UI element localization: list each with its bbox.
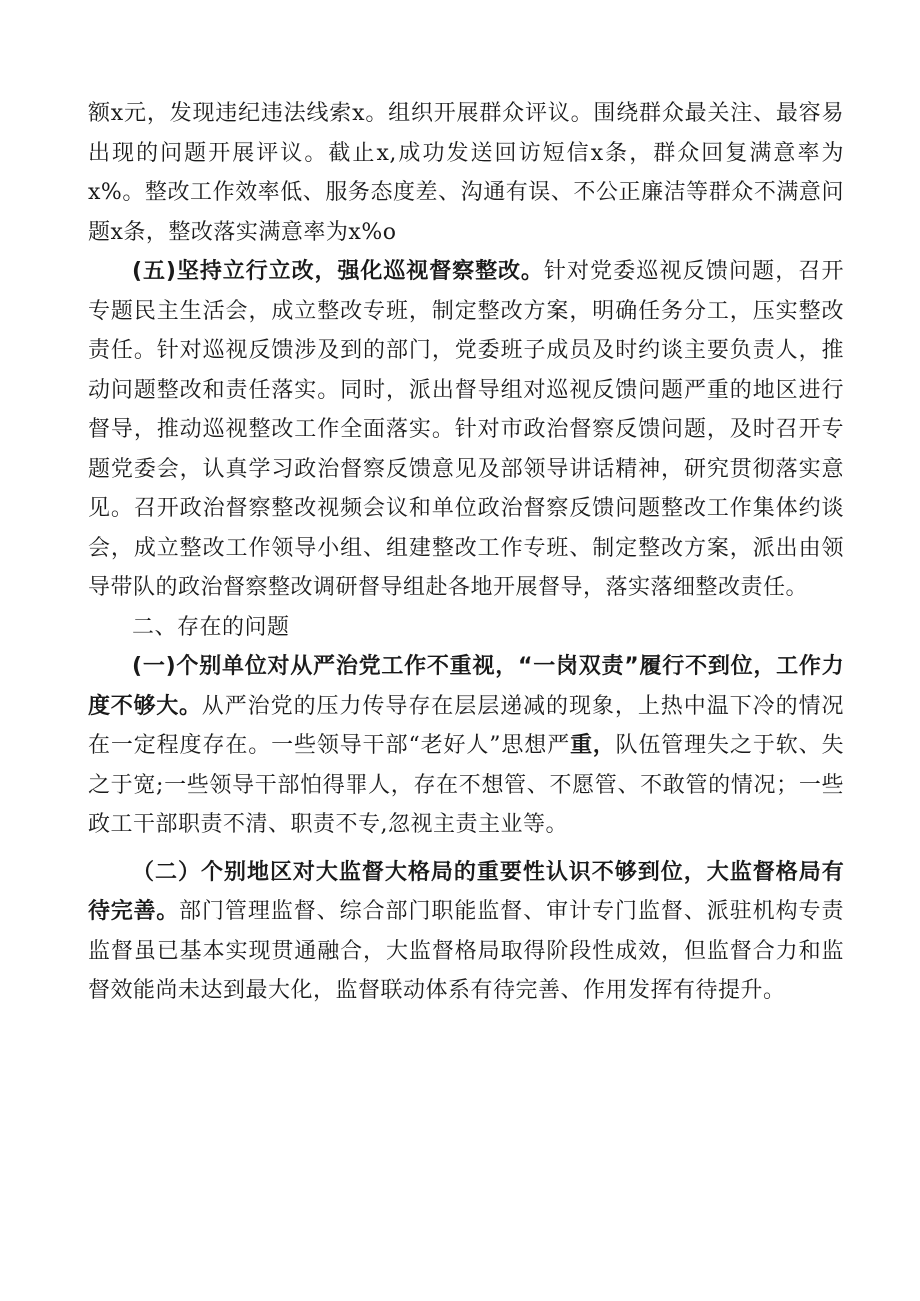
paragraph-inspection-text: 针对党委巡视反馈问题，召开专题民主生活会，成立整改专班，制定整改方案，明确任务分工，压实整改责任。针对巡视反馈涉及到的部门，党委班子成员及时约谈主要负责人，推动问题整改和责任落实。同时，派出督导组对巡视反馈问题严重的地区进行督导，推动巡视整改工作全面落实。针对市政治督察反馈问题，及时召开专题党委会，认真学习政治督察反馈意见及部领导讲话精神，研究贯彻落实意见。召开政治督察整改视频会议和单位政治督察反馈问题整改工作集体约谈会，成立整改工作领导小组、组建整改工作专班、制定整改方案，派出由领导带队的政治督察整改调研督导组赴各地开展督导，落实落细整改责任。 (88, 259, 844, 600)
paragraph-problem-one-text: 从严治党的压力传导存在层层递减的现象，上热中温下冷的情况在一定程度存在。一些领导干部“老好人”思想严 (88, 693, 844, 758)
paragraph-inspection-rectification (88, 252, 844, 608)
paragraph-heading-two: （二）个别地区对大监督大格局的重要性认识不够到位，大监督格局有待完善。 (88, 859, 844, 924)
document-body (88, 94, 844, 1011)
paragraph-problem-two-text: 部门管理监督、综合部门职能监督、审计专门监督、派驻机构专责监督虽已基本实现贯通融合，大监督格局取得阶段性成效，但监督合力和监督效能尚未达到最大化，监督联动体系有待完善、作用发挥有待提升。 (88, 899, 844, 1003)
paragraph-heading-one: (一)个别单位对从严治党工作不重视，“一岗双责”履行不到位，工作力度不够大。 (88, 654, 844, 719)
paragraph-problem-two (88, 853, 844, 1011)
paragraph-heading-five: (五)坚持立行立改，强化巡视督察整改。 (132, 259, 544, 284)
paragraph-evaluation (88, 94, 844, 252)
section-heading-text: 二、存在的问题 (132, 614, 290, 640)
paragraph-problem-one (88, 647, 844, 845)
paragraph-problem-one-text-2: 队伍管理失之于软、失之于宽;一些领导干部怕得罪人，存在不想管、不愿管、不敢管的情况；一些政工干部职责不清、职责不专,忽视主责主业等。 (88, 733, 844, 837)
section-heading (88, 608, 844, 648)
paragraph-problem-one-bold-word: 重， (570, 733, 616, 758)
paragraph-evaluation-text: 额x元，发现违纪违法线索x。组织开展群众评议。围绕群众最关注、最容易出现的问题开展评议。截止x,成功发送回访短信x条，群众回复满意率为x%。整改工作效率低、服务态度差、沟通有误、不公正廉洁等群众不满意问题x条，整改落实满意率为x%o (88, 101, 844, 245)
